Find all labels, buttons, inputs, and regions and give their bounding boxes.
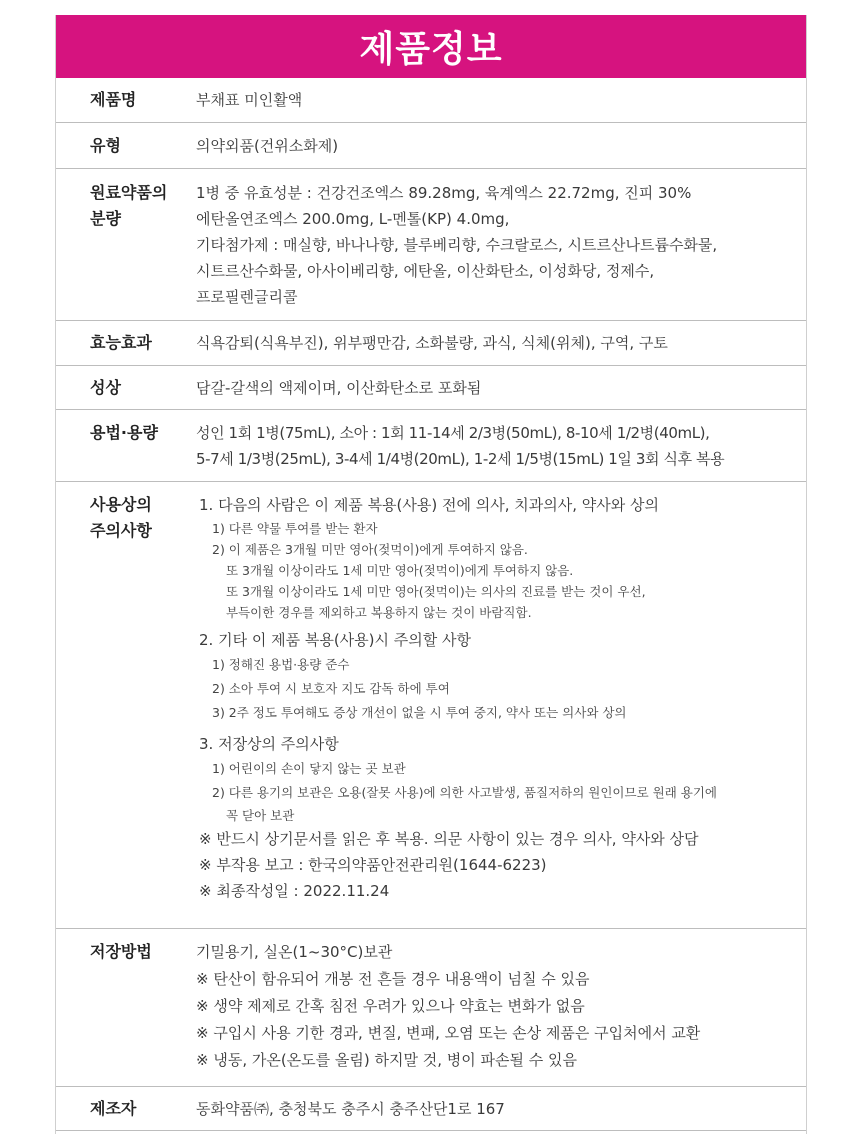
- list-item: 2) 다른 용기의 보관은 오용(잘못 사용)에 의한 사고발생, 품질저하의 원인이므로 원래 용기에: [212, 785, 717, 800]
- list-item: 3) 2주 정도 투여해도 증상 개선이 없을 시 투여 중지, 약사 또는 의사와 상의: [212, 705, 627, 720]
- efficacy-value: 식욕감퇴(식욕부진), 위부팽만감, 소화불량, 과식, 식체(위체), 구역, 구토: [196, 334, 668, 352]
- row-product-name: [56, 78, 806, 123]
- list-item: 또 3개월 이상이라도 1세 미만 영아(젖먹이)는 의사의 진료를 받는 것이 우선,: [226, 584, 646, 599]
- row-type: [56, 123, 806, 169]
- product-name-value: 부채표 미인활액: [196, 91, 303, 109]
- row-precautions: [56, 482, 806, 929]
- row-label: 효능효과: [90, 333, 152, 352]
- row-label: 제조자: [90, 1098, 137, 1118]
- row-manufacturer: [56, 1087, 806, 1131]
- text-line: 프로필렌글리콜: [196, 288, 298, 306]
- text-line: ※ 냉동, 가온(온도를 올림) 하지말 것, 병이 파손될 수 있음: [196, 1051, 578, 1069]
- text-line: 1병 중 유효성분 : 건강건조엑스 89.28mg, 육계엑스 22.72mg, 진피 30%: [196, 184, 692, 202]
- row-label: [56, 492, 196, 928]
- list-item: 꼭 닫아 보관: [226, 808, 295, 823]
- row-label: 제품명: [90, 90, 137, 109]
- list-item: 1) 정해진 용법·용량 준수: [212, 657, 350, 672]
- text-line: 5-7세 1/3병(25mL), 3-4세 1/4병(20mL), 1-2세 1/5병(15mL) 1일 3회 식후 복용: [196, 450, 725, 468]
- text-line: ※ 구입시 사용 기한 경과, 변질, 변패, 오염 또는 손상 제품은 구입처에서 교환: [196, 1024, 701, 1042]
- row-efficacy: [56, 321, 806, 366]
- appearance-value: 담갈-갈색의 액제이며, 이산화탄소로 포화됨: [196, 378, 482, 397]
- row-label: 성상: [90, 377, 121, 397]
- row-label: [56, 180, 196, 320]
- storage-value: [196, 939, 806, 1086]
- manufacturer-value: 동화약품㈜, 충청북도 충주시 충주산단1로 167: [196, 1099, 505, 1118]
- note-line: ※ 부작용 보고 : 한국의약품안전관리원(1644-6223): [199, 856, 547, 874]
- row-label: 저장방법: [90, 942, 152, 961]
- text-line: 시트르산수화물, 아사이베리향, 에탄올, 이산화탄소, 이성화당, 정제수,: [196, 262, 655, 280]
- text-line: ※ 생약 제제로 간혹 침전 우려가 있으나 약효는 변화가 없음: [196, 997, 585, 1015]
- section-title: 2. 기타 이 제품 복용(사용)시 주의할 사항: [199, 631, 471, 649]
- row-appearance: [56, 366, 806, 410]
- product-info-table: [55, 15, 807, 1134]
- page-title: 제품정보: [359, 29, 503, 70]
- ingredients-value: [196, 180, 806, 320]
- row-ingredients: [56, 169, 806, 321]
- precautions-value: [196, 492, 806, 928]
- type-value: 의약외품(건위소화제): [196, 136, 339, 155]
- text-line: 기타첨가제 : 매실향, 바나나향, 블루베리향, 수크랄로스, 시트르산나트륨수화물,: [196, 236, 718, 254]
- note-line: ※ 최종작성일 : 2022.11.24: [199, 882, 390, 900]
- product-info-header: [56, 15, 806, 78]
- list-item: 또 3개월 이상이라도 1세 미만 영아(젖먹이)에게 투여하지 않음.: [226, 563, 574, 578]
- text-line: 에탄올연조엑스 200.0mg, L-멘톨(KP) 4.0mg,: [196, 210, 510, 228]
- label-line: 원료약품의: [90, 183, 168, 202]
- list-item: 1) 어린이의 손이 닿지 않는 곳 보관: [212, 761, 406, 776]
- label-line: 분량: [90, 209, 121, 228]
- label-line: 사용상의: [90, 495, 152, 514]
- dosage-value: [196, 420, 806, 481]
- row-label: 용법·용량: [90, 423, 158, 442]
- list-item: 부득이한 경우를 제외하고 복용하지 않는 것이 바람직함.: [226, 605, 532, 620]
- section-title: 1. 다음의 사람은 이 제품 복용(사용) 전에 의사, 치과의사, 약사와 상의: [199, 496, 659, 514]
- text-line: ※ 탄산이 함유되어 개봉 전 흔들 경우 내용액이 넘칠 수 있음: [196, 970, 590, 988]
- text-line: 성인 1회 1병(75mL), 소아 : 1회 11-14세 2/3병(50mL), 8-10세 1/2병(40mL),: [196, 424, 710, 442]
- label-line: 주의사항: [90, 521, 152, 540]
- section-title: 3. 저장상의 주의사항: [199, 735, 339, 753]
- row-label: 유형: [90, 135, 121, 155]
- note-line: ※ 반드시 상기문서를 읽은 후 복용. 의문 사항이 있는 경우 의사, 약사와 상담: [199, 830, 699, 848]
- list-item: 1) 다른 약물 투여를 받는 환자: [212, 521, 378, 536]
- list-item: 2) 이 제품은 3개월 미만 영아(젖먹이)에게 투여하지 않음.: [212, 542, 528, 557]
- row-dosage: [56, 410, 806, 482]
- list-item: 2) 소아 투여 시 보호자 지도 감독 하에 투여: [212, 681, 450, 696]
- text-line: 기밀용기, 실온(1~30°C)보관: [196, 943, 393, 961]
- row-storage: [56, 929, 806, 1087]
